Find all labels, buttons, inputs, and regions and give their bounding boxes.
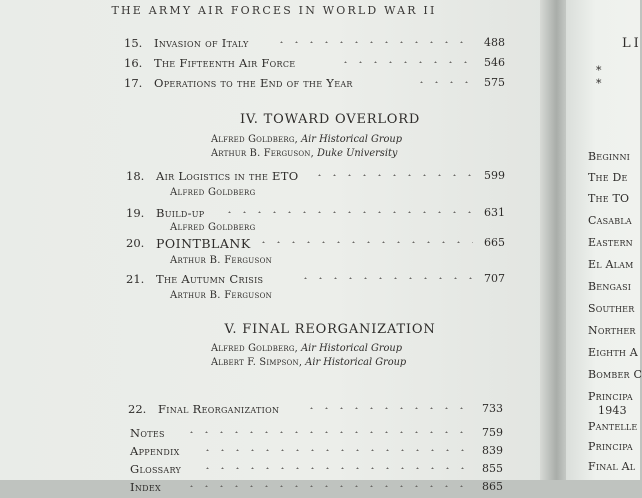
chapter-number: 15. — [124, 36, 143, 50]
backmatter-title: Notes — [130, 426, 165, 440]
part-credit — [211, 357, 406, 368]
page-number: 855 — [482, 462, 503, 475]
chapter-number: 16. — [124, 56, 143, 70]
dot-leader — [184, 485, 471, 487]
chapter-author: Arthur B. Ferguson — [170, 290, 273, 301]
chapter-title: Operations to the End of the Year — [154, 76, 353, 90]
list-item: Final Al — [588, 460, 636, 473]
chapter-title: POINTBLANK — [156, 236, 251, 251]
page-number: 865 — [482, 480, 503, 493]
toc-entry — [126, 236, 505, 254]
page-number: 546 — [484, 56, 505, 69]
part-heading: IV. TOWARD OVERLORD — [239, 112, 421, 127]
chapter-title: Air Logistics in the ETO — [156, 169, 299, 183]
part-credit — [211, 148, 397, 159]
list-item: Bomber C — [588, 368, 642, 381]
ornament-stars: * * — [596, 64, 628, 90]
list-item: 1943 — [598, 404, 627, 417]
dot-leader — [256, 241, 473, 243]
list-item: Casabla — [588, 214, 632, 227]
chapter-title: Invasion of Italy — [154, 36, 249, 50]
list-item: Bengasi — [588, 280, 632, 293]
list-item: Principa — [588, 390, 633, 403]
toc-entry — [124, 36, 505, 54]
dot-leader — [200, 449, 471, 451]
chapter-number: 22. — [128, 402, 147, 416]
list-item: Eighth A — [588, 346, 638, 359]
backmatter-title: Index — [130, 480, 161, 494]
dot-leader — [338, 61, 473, 63]
list-item: Principa — [588, 440, 633, 453]
dot-leader — [414, 81, 473, 83]
chapter-number: 17. — [124, 76, 143, 90]
credit-name: Arthur B. Ferguson, — [211, 148, 314, 159]
chapter-author: Alfred Goldberg — [170, 187, 256, 198]
credit-name: Alfred Goldberg, — [211, 343, 298, 354]
dot-leader — [222, 211, 473, 213]
list-item: Souther — [588, 302, 635, 315]
list-item: Pantelle — [588, 420, 638, 433]
chapter-author: Arthur B. Ferguson — [170, 255, 273, 266]
page-number: 575 — [484, 76, 505, 89]
credit-affiliation: Duke University — [317, 148, 398, 159]
dot-leader — [274, 41, 473, 43]
dot-leader — [200, 467, 471, 469]
list-item: El Alam — [588, 258, 634, 271]
toc-entry — [128, 402, 503, 420]
list-item: The TO — [588, 192, 630, 205]
toc-entry — [128, 480, 503, 498]
dot-leader — [312, 174, 473, 176]
chapter-title: The Autumn Crisis — [156, 272, 264, 286]
credit-affiliation: Air Historical Group — [305, 357, 407, 368]
chapter-number: 18. — [126, 169, 145, 183]
chapter-title: The Fifteenth Air Force — [154, 56, 296, 70]
dot-leader — [304, 407, 471, 409]
credit-affiliation: Air Historical Group — [301, 134, 403, 145]
toc-entry — [124, 56, 505, 74]
chapter-title: Final Reorganization — [158, 402, 280, 416]
running-head: THE ARMY AIR FORCES IN WORLD WAR II — [111, 4, 437, 17]
right-page — [566, 0, 640, 480]
credit-name: Alfred Goldberg, — [211, 134, 298, 145]
credit-name: Albert F. Simpson, — [211, 357, 303, 368]
page-number: 759 — [482, 426, 503, 439]
dot-leader — [298, 277, 473, 279]
chapter-number: 21. — [126, 272, 145, 286]
part-heading: V. FINAL REORGANIZATION — [224, 322, 436, 337]
list-item: Beginni — [588, 150, 631, 163]
part-credit — [211, 343, 402, 354]
list-item: Eastern — [588, 236, 633, 249]
toc-entry — [124, 76, 505, 94]
chapter-number: 20. — [126, 236, 145, 250]
page-number: 488 — [484, 36, 505, 49]
backmatter-title: Glossary — [130, 462, 182, 476]
toc-entry — [128, 444, 503, 462]
page-number: 733 — [482, 402, 503, 415]
chapter-title: Build-up — [156, 206, 205, 220]
page-number: 599 — [484, 169, 505, 182]
list-item: The De — [588, 171, 628, 184]
credit-affiliation: Air Historical Group — [301, 343, 403, 354]
page-number: 665 — [484, 236, 505, 249]
backmatter-title: Appendix — [130, 444, 180, 458]
toc-entry — [126, 169, 505, 187]
chapter-number: 19. — [126, 206, 145, 220]
list-item: Norther — [588, 324, 636, 337]
toc-entry — [128, 426, 503, 444]
page-number: 839 — [482, 444, 503, 457]
toc-entry — [128, 462, 503, 480]
page-number: 631 — [484, 206, 505, 219]
chapter-author: Alfred Goldberg — [170, 222, 256, 233]
page-number: 707 — [484, 272, 505, 285]
part-credit — [211, 134, 402, 145]
toc-entry — [126, 272, 505, 290]
dot-leader — [184, 431, 471, 433]
right-page-heading: LI — [622, 36, 642, 51]
